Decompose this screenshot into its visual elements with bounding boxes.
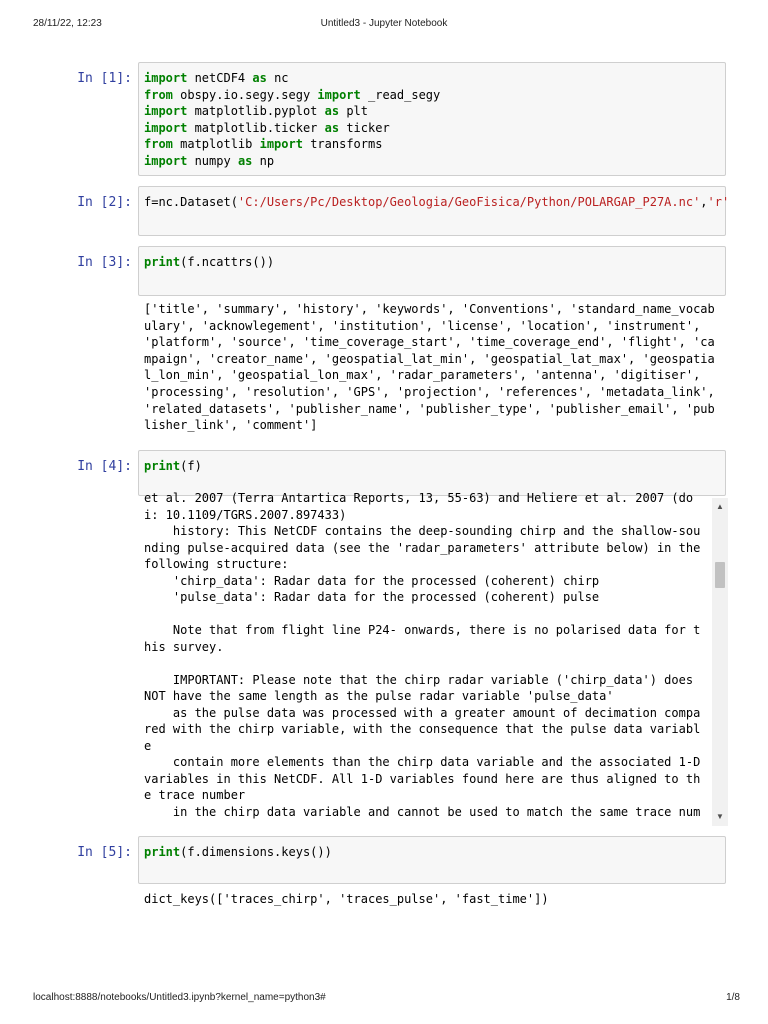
cell-prompt: In [3]:	[77, 255, 132, 270]
code-token: matplotlib	[172, 137, 260, 152]
code-token: nc	[266, 71, 289, 85]
code-token: matplotlib.ticker	[187, 120, 325, 135]
cell-prompt: In [1]:	[77, 71, 132, 86]
code-keyword: import	[144, 104, 188, 119]
code-line	[144, 136, 720, 153]
code-token: (f)	[180, 459, 202, 473]
code-text	[139, 63, 725, 177]
code-keyword: as	[252, 71, 267, 85]
code-line	[144, 87, 720, 104]
code-keyword: import	[144, 153, 188, 168]
code-line	[144, 70, 720, 87]
print-url: localhost:8888/notebooks/Untitled3.ipynb?kernel_name=python3#	[33, 992, 326, 1003]
code-string: 'r'	[707, 195, 730, 209]
code-keyword: import	[317, 87, 361, 102]
code-input-2[interactable]	[138, 186, 730, 236]
code-input-3[interactable]	[138, 246, 726, 296]
code-token: _read_segy	[360, 87, 441, 102]
scroll-down-arrow-icon[interactable]: ▼	[716, 812, 724, 821]
scrollable-output-4[interactable]	[138, 491, 728, 826]
code-token: netCDF4	[187, 71, 253, 85]
scroll-up-arrow-icon[interactable]: ▲	[716, 502, 724, 511]
code-token: ticker	[339, 120, 390, 135]
code-token: (f.ncattrs())	[180, 255, 275, 269]
code-keyword: import	[144, 71, 188, 85]
print-footer	[0, 988, 768, 1008]
code-input-5[interactable]	[138, 836, 726, 884]
code-token: (f.dimensions.keys())	[180, 845, 332, 859]
cell-output-3: ['title', 'summary', 'history', 'keywords', 'Conventions', 'standard_name_vocab ulary', 'acknowlegement', 'institution', 'license', 'location', 'instrument', 'platform', 'source', 'time_coverage_start', 'time_coverage_end', 'flight', 'ca mpaign', 'creator_name', 'geospatial_lat_min', 'geospatial_lat_max', 'geospatia l_lon_min', 'geospatial_lon_max', 'radar_parameters', 'antenna', 'digitiser', 'processing', 'resolution', 'GPS', 'projection', 'references', 'metadata_link', 'related_datasets', 'publisher_name', 'publisher_type', 'publisher_email', 'pub lisher_link', 'comment']	[144, 302, 715, 433]
code-text	[139, 247, 725, 278]
code-token: ,	[700, 195, 708, 209]
code-token: f=nc.Dataset(	[144, 195, 238, 209]
code-line	[144, 194, 730, 211]
code-line	[144, 153, 720, 170]
code-keyword: from	[144, 137, 173, 152]
print-datetime: 28/11/22, 12:23	[33, 18, 102, 29]
code-token: matplotlib.pyplot	[187, 104, 325, 119]
code-line	[144, 120, 720, 137]
code-token: obspy.io.segy.segy	[172, 87, 318, 102]
code-keyword: as	[237, 153, 253, 168]
code-keyword: import	[144, 120, 188, 135]
code-keyword: print	[144, 255, 181, 269]
vertical-scrollbar[interactable]	[712, 498, 728, 826]
print-title: Untitled3 - Jupyter Notebook	[320, 18, 448, 29]
code-token: np	[252, 153, 275, 168]
print-header	[0, 14, 768, 34]
scroll-thumb[interactable]	[715, 562, 725, 588]
cell-output-5: dict_keys(['traces_chirp', 'traces_pulse', 'fast_time'])	[144, 892, 549, 906]
code-text	[139, 451, 725, 482]
code-line	[144, 458, 720, 475]
code-line	[144, 103, 720, 120]
code-input-1[interactable]	[138, 62, 726, 176]
code-text	[139, 187, 730, 218]
code-line	[144, 844, 720, 861]
cell-output-4: et al. 2007 (Terra Antartica Reports, 13, 55-63) and Heliere et al. 2007 (do i: 10.1109/TGRS.2007.897433) history: This NetCDF contains the deep-sounding chirp and the shallow-sou nding pulse-acquired data (see the 'radar_parameters' attribute below) in the following structure: 'chirp_data': Radar data for the processed (coherent) chirp 'pulse_data': Radar data for the processed (coherent) pulse Note that from flight line P24- onwards, there is no polarised data for t his survey. IMPORTANT: Please note that the chirp radar variable ('chirp_data') does NOT have the same length as the pulse radar variable 'pulse_data' as the pulse data was processed with a greater amount of decimation compa red with the chirp variable, with the consequence that the pulse data variabl e contain more elements than the chirp data variable and the associated 1-D variables in this NetCDF. All 1-D variables found here are thus aligned to th e trace number in the chirp data variable and cannot be used to match the same trace num	[144, 491, 701, 819]
code-text	[139, 837, 725, 868]
code-keyword: print	[144, 845, 181, 859]
code-keyword: print	[144, 459, 181, 473]
code-line	[144, 254, 720, 271]
code-token: transforms	[302, 137, 383, 152]
page-number: 1/8	[726, 992, 740, 1003]
cell-prompt: In [4]:	[77, 459, 132, 474]
code-string: 'C:/Users/Pc/Desktop/Geologia/GeoFisica/Python/POLARGAP_P27A.nc'	[237, 195, 701, 209]
code-keyword: as	[324, 104, 340, 119]
cell-prompt: In [5]:	[77, 845, 132, 860]
cell-prompt: In [2]:	[77, 195, 132, 210]
code-keyword: import	[259, 137, 303, 152]
code-token: numpy	[187, 153, 238, 168]
code-keyword: from	[144, 87, 173, 102]
code-token: plt	[339, 104, 368, 119]
code-keyword: as	[324, 120, 340, 135]
